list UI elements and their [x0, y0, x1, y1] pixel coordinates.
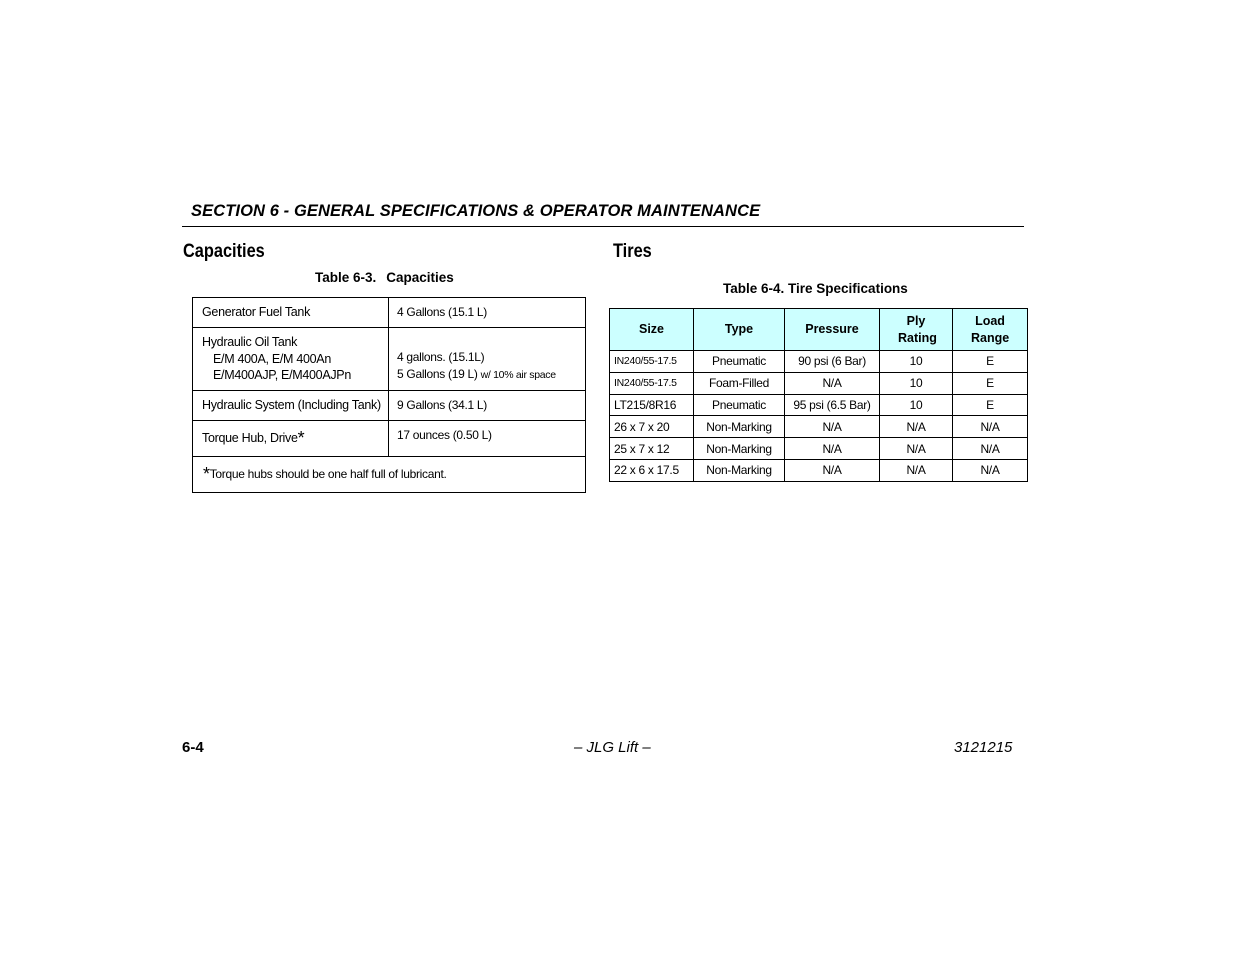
- column-header-load-range: Load Range: [953, 309, 1028, 351]
- tire-specifications-table: [609, 308, 1028, 482]
- page-number: 6-4: [182, 739, 204, 756]
- tire-ply-rating: 10: [880, 372, 953, 394]
- table-row: [193, 391, 586, 421]
- tires-heading: Tires: [613, 241, 652, 262]
- capacities-heading: Capacities: [183, 241, 265, 262]
- capacity-label: Hydraulic System (Including Tank): [193, 391, 389, 421]
- capacity-label-line: Hydraulic Oil Tank: [202, 335, 298, 350]
- tire-type: Non-Marking: [694, 416, 785, 438]
- capacity-label: [193, 328, 389, 391]
- tire-pressure: N/A: [785, 438, 880, 460]
- capacities-table: [192, 297, 586, 493]
- footnote-marker: *: [203, 464, 210, 485]
- tire-type: Pneumatic: [694, 351, 785, 373]
- capacity-label-line: E/M400AJP, E/M400AJPn: [213, 368, 351, 383]
- capacity-value-line: [397, 366, 585, 384]
- capacity-label: [193, 421, 389, 457]
- tire-load-range: N/A: [953, 416, 1028, 438]
- tires-table-caption: Table 6-4. Tire Specifications: [723, 281, 908, 296]
- tire-ply-rating: N/A: [880, 416, 953, 438]
- footnote-marker: *: [297, 428, 305, 449]
- tire-load-range: E: [953, 394, 1028, 416]
- table-row: [193, 421, 586, 457]
- tire-load-range: N/A: [953, 438, 1028, 460]
- tire-size: 25 x 7 x 12: [610, 438, 694, 460]
- capacity-value-text: 5 Gallons (19 L): [397, 366, 478, 381]
- tire-ply-rating: 10: [880, 394, 953, 416]
- column-header-type: Type: [694, 309, 785, 351]
- tire-pressure: N/A: [785, 459, 880, 481]
- table-row: [610, 394, 1028, 416]
- capacities-footnote: [193, 457, 586, 493]
- tire-size: LT215/8R16: [610, 394, 694, 416]
- capacity-label-line: E/M 400A, E/M 400An: [213, 351, 331, 366]
- table-row: [193, 298, 586, 328]
- capacity-value: [389, 328, 586, 391]
- capacity-value-note: w/ 10% air space: [480, 368, 556, 381]
- tire-size: 26 x 7 x 20: [610, 416, 694, 438]
- tire-ply-rating: N/A: [880, 438, 953, 460]
- column-header-pressure: Pressure: [785, 309, 880, 351]
- table-row: [193, 457, 586, 493]
- capacities-caption-title: Capacities: [386, 270, 454, 285]
- tire-type: Pneumatic: [694, 394, 785, 416]
- tire-load-range: E: [953, 372, 1028, 394]
- tire-size: 22 x 6 x 17.5: [610, 459, 694, 481]
- tire-pressure: 90 psi (6 Bar): [785, 351, 880, 373]
- capacity-value-line: 4 gallons. (15.1L): [397, 350, 485, 364]
- table-row: [193, 328, 586, 391]
- capacities-caption-number: Table 6-3.: [315, 270, 377, 285]
- column-header-size: Size: [610, 309, 694, 351]
- tire-ply-rating: N/A: [880, 459, 953, 481]
- capacity-value: 17 ounces (0.50 L): [389, 421, 586, 457]
- tire-pressure: N/A: [785, 372, 880, 394]
- footnote-text: Torque hubs should be one half full of lubricant.: [209, 467, 447, 482]
- table-row: [610, 459, 1028, 481]
- tire-pressure: 95 psi (6.5 Bar): [785, 394, 880, 416]
- capacity-value: 4 Gallons (15.1 L): [389, 298, 586, 328]
- document-number: 3121215: [954, 739, 1013, 756]
- capacity-label-text: Torque Hub, Drive: [202, 431, 298, 446]
- capacity-value: 9 Gallons (34.1 L): [389, 391, 586, 421]
- table-header-row: [610, 309, 1028, 351]
- column-header-ply-rating: Ply Rating: [880, 309, 953, 351]
- tire-load-range: E: [953, 351, 1028, 373]
- footer-title: – JLG Lift –: [574, 739, 651, 756]
- tire-type: Non-Marking: [694, 459, 785, 481]
- header-rule: [182, 226, 1024, 227]
- tire-pressure: N/A: [785, 416, 880, 438]
- tire-load-range: N/A: [953, 459, 1028, 481]
- capacities-table-caption: [315, 270, 454, 285]
- tire-type: Non-Marking: [694, 438, 785, 460]
- section-title: SECTION 6 - GENERAL SPECIFICATIONS & OPERATOR MAINTENANCE: [191, 202, 761, 220]
- table-row: [610, 372, 1028, 394]
- table-row: [610, 416, 1028, 438]
- tire-size: IN240/55-17.5: [610, 351, 694, 373]
- tire-ply-rating: 10: [880, 351, 953, 373]
- tire-size: IN240/55-17.5: [610, 372, 694, 394]
- tire-type: Foam-Filled: [694, 372, 785, 394]
- table-row: [610, 351, 1028, 373]
- capacity-label: Generator Fuel Tank: [193, 298, 389, 328]
- table-row: [610, 438, 1028, 460]
